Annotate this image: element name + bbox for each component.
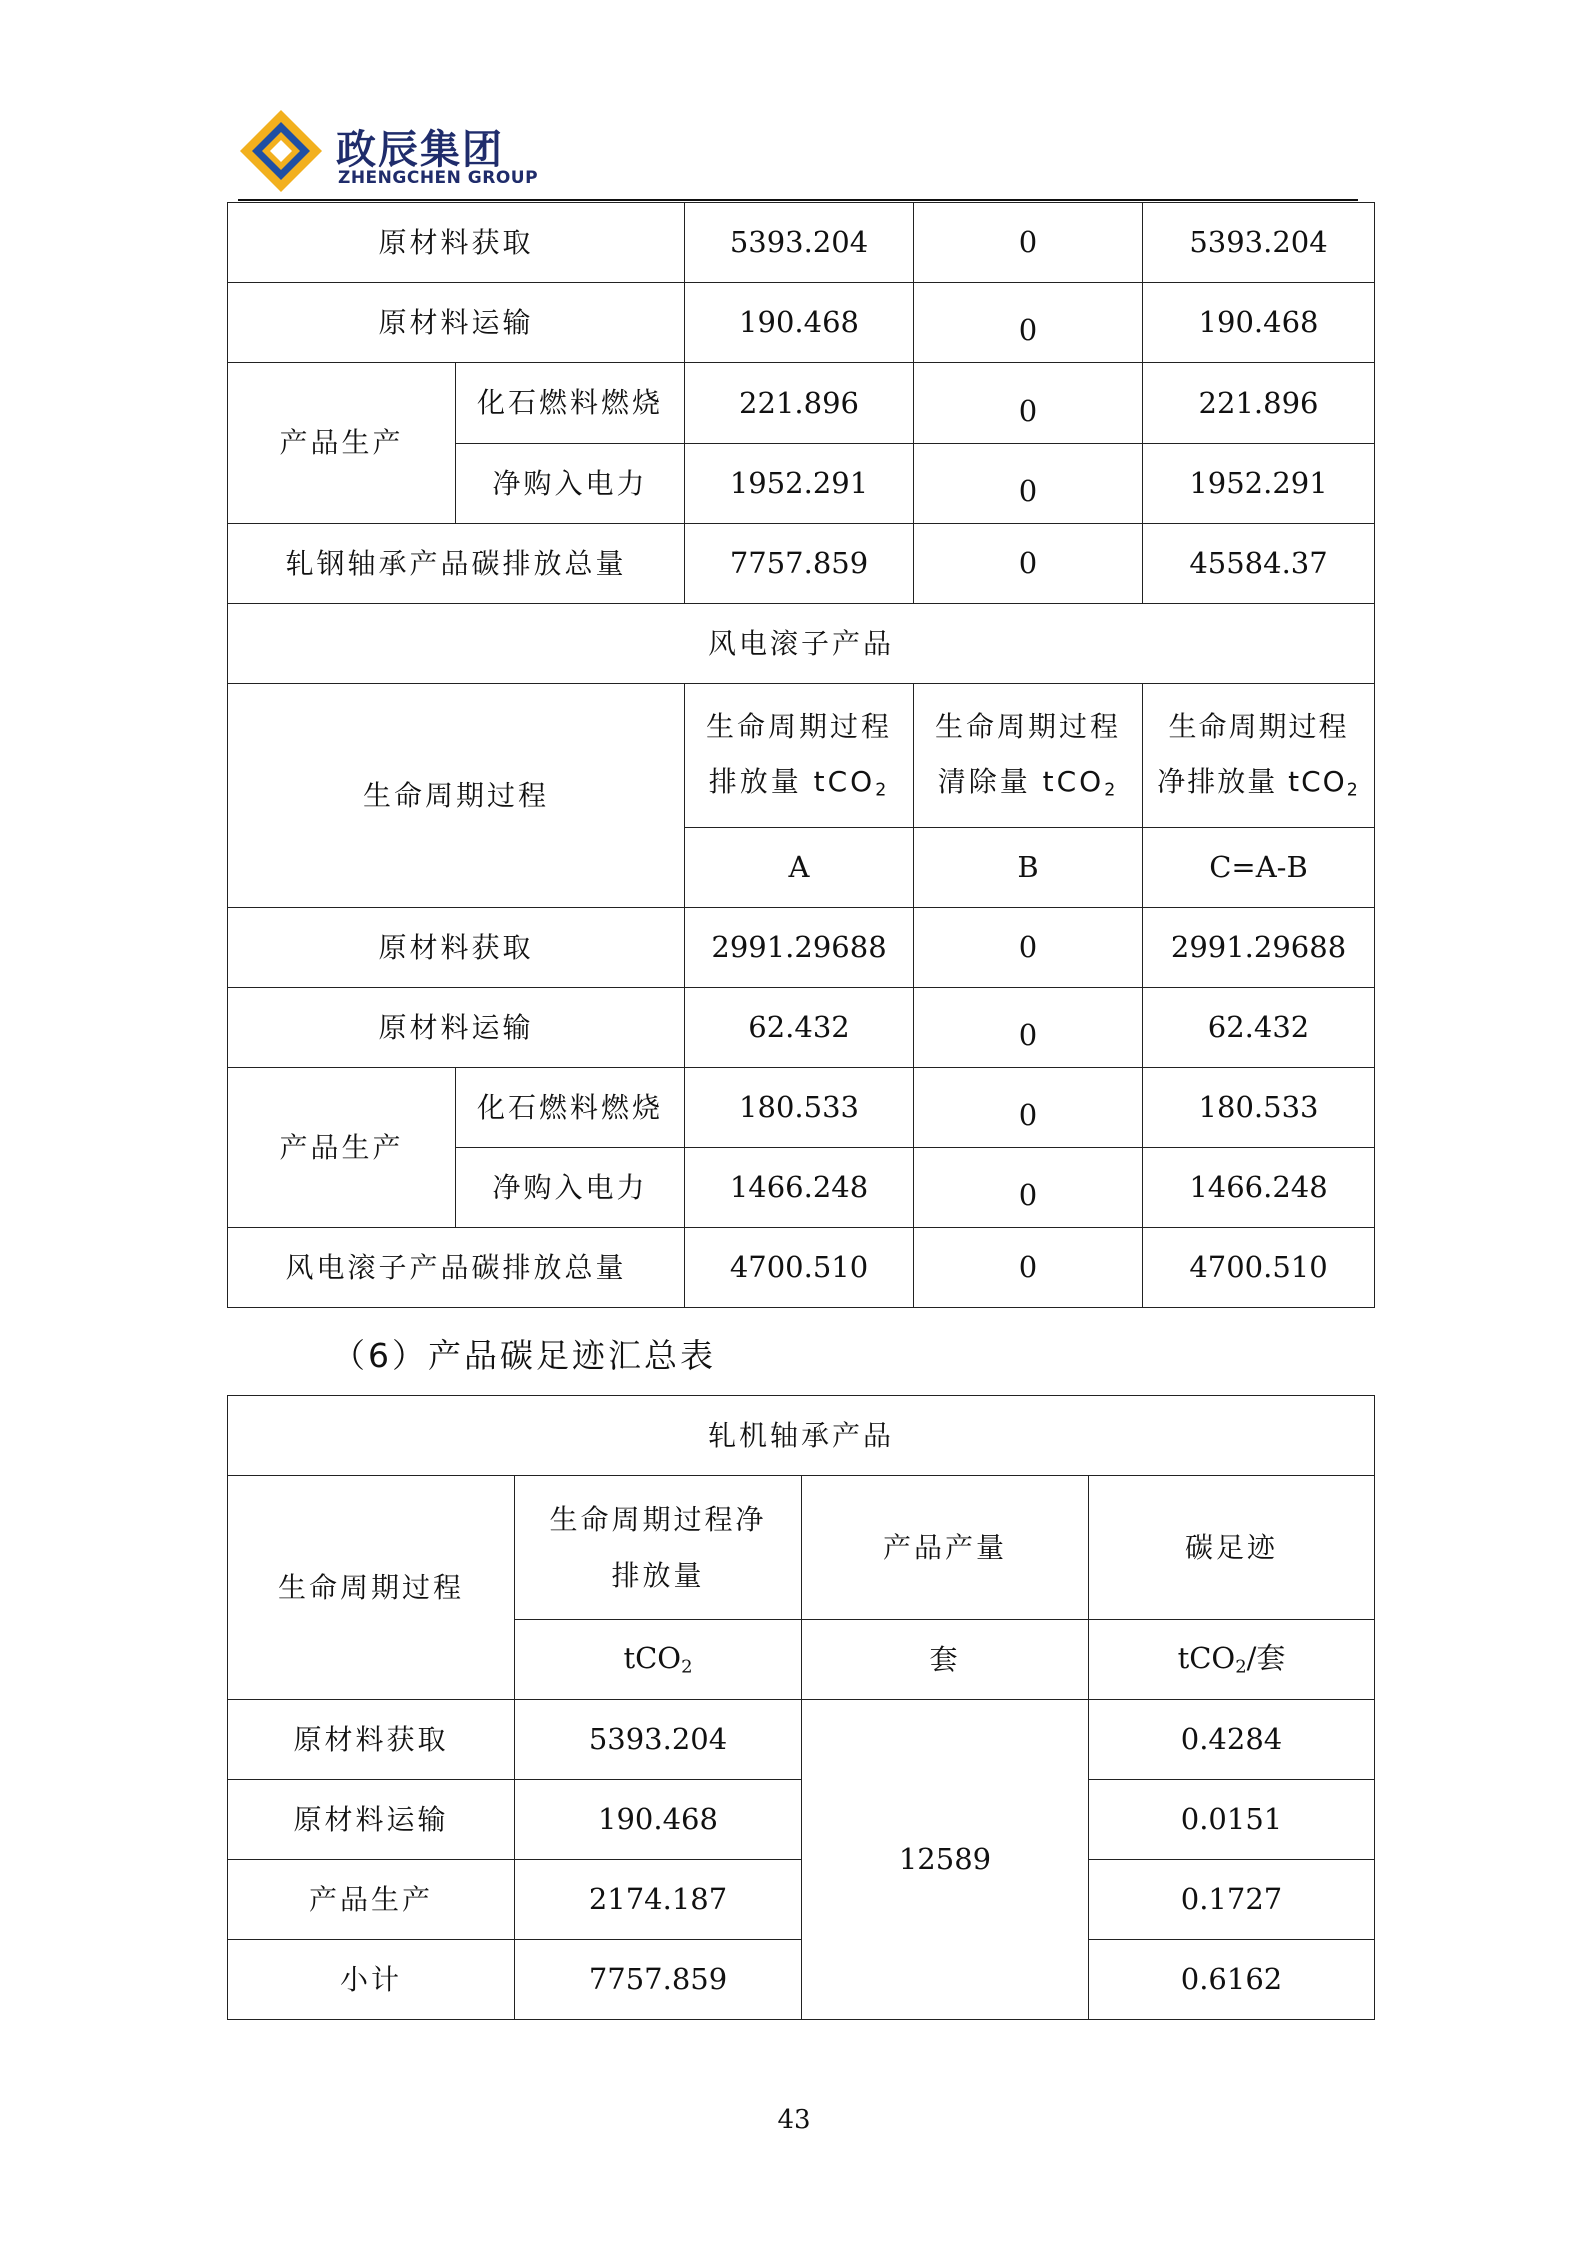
table-header-row xyxy=(228,1476,1375,1620)
total-label: 风电滚子产品碳排放总量 xyxy=(228,1228,685,1308)
table-header-row xyxy=(228,684,1375,828)
net-emission-value: 4700.510 xyxy=(1143,1228,1375,1308)
net-emission-header xyxy=(1143,684,1375,828)
subscript: 2 xyxy=(681,1656,693,1678)
net-emission-value: 5393.204 xyxy=(1143,203,1375,283)
net-emission-value: 221.896 xyxy=(1143,363,1375,444)
table-row xyxy=(228,908,1375,988)
unit-text: tCO xyxy=(623,1640,682,1675)
net-emission-value: 1952.291 xyxy=(1143,444,1375,524)
zhengchen-logo-icon xyxy=(238,108,324,194)
header-line xyxy=(914,765,1142,801)
header-unit: 排放量 tCO xyxy=(708,765,876,799)
row-label: 化石燃料燃烧 xyxy=(456,363,685,444)
footprint-unit xyxy=(1089,1620,1375,1700)
header-line: 生命周期过程净 xyxy=(549,1502,767,1536)
net-emission-value: 2991.29688 xyxy=(1143,908,1375,988)
column-code-c: C=A-B xyxy=(1143,828,1375,908)
net-emission-value: 1466.248 xyxy=(1143,1148,1375,1228)
row-label: 原材料获取 xyxy=(228,203,685,283)
table-row xyxy=(228,1068,1375,1148)
net-emission-unit xyxy=(515,1620,802,1700)
row-label: 原材料获取 xyxy=(228,908,685,988)
unit-text: tCO xyxy=(1177,1640,1236,1675)
row-label: 原材料运输 xyxy=(228,988,685,1068)
header-line xyxy=(1143,765,1374,801)
net-emission-value: 190.468 xyxy=(1143,283,1375,363)
table-row xyxy=(228,1780,1375,1860)
row-label: 原材料运输 xyxy=(228,283,685,363)
section-title: （6）产品碳足迹汇总表 xyxy=(332,1336,716,1375)
emission-value: 2991.29688 xyxy=(685,908,914,988)
net-emission-value: 5393.204 xyxy=(515,1700,802,1780)
output-unit: 套 xyxy=(802,1620,1089,1700)
footprint-value: 0.0151 xyxy=(1089,1780,1375,1860)
table-row xyxy=(228,1396,1375,1476)
column-code-b: B xyxy=(914,828,1143,908)
production-group-label: 产品生产 xyxy=(228,1068,456,1228)
product-output-value: 12589 xyxy=(802,1700,1089,2020)
emission-value: 1952.291 xyxy=(685,444,914,524)
table-row xyxy=(228,1860,1375,1940)
column-code-a: A xyxy=(685,828,914,908)
net-emission-value: 2174.187 xyxy=(515,1860,802,1940)
net-emission-value: 180.533 xyxy=(1143,1068,1375,1148)
net-emission-value: 45584.37 xyxy=(1143,524,1375,604)
carbon-emission-table xyxy=(227,202,1375,1308)
emission-value: 1466.248 xyxy=(685,1148,914,1228)
net-emission-value: 190.468 xyxy=(515,1780,802,1860)
emission-value: 7757.859 xyxy=(685,524,914,604)
subscript: 2 xyxy=(1346,780,1360,801)
carbon-footprint-summary-table xyxy=(227,1395,1375,2020)
removal-value: 0 xyxy=(914,203,1143,283)
table-row xyxy=(228,1228,1375,1308)
emission-value: 180.533 xyxy=(685,1068,914,1148)
header-unit: 清除量 tCO xyxy=(937,765,1105,799)
footprint-header: 碳足迹 xyxy=(1089,1476,1375,1620)
footprint-value: 0.1727 xyxy=(1089,1860,1375,1940)
header-line: 排放量 xyxy=(611,1558,705,1592)
removal-value: 0 xyxy=(914,363,1143,444)
row-label: 产品生产 xyxy=(228,1860,515,1940)
table-row xyxy=(228,988,1375,1068)
removal-value: 0 xyxy=(914,444,1143,524)
page-header xyxy=(238,108,1358,204)
removal-value: 0 xyxy=(914,908,1143,988)
net-emission-value: 62.432 xyxy=(1143,988,1375,1068)
emission-value: 190.468 xyxy=(685,283,914,363)
removal-header xyxy=(914,684,1143,828)
emission-value: 5393.204 xyxy=(685,203,914,283)
subscript: 2 xyxy=(875,780,890,801)
net-emission-header xyxy=(515,1476,802,1620)
header-line: 生命周期过程 xyxy=(706,709,893,743)
production-group-label: 产品生产 xyxy=(228,363,456,524)
unit-text: /套 xyxy=(1246,1640,1286,1675)
removal-value: 0 xyxy=(914,283,1143,363)
subscript: 2 xyxy=(1104,780,1119,801)
table-row xyxy=(228,283,1375,363)
removal-value: 0 xyxy=(914,988,1143,1068)
header-line xyxy=(685,765,913,801)
table-row xyxy=(228,363,1375,444)
removal-value: 0 xyxy=(914,1148,1143,1228)
net-emission-value: 7757.859 xyxy=(515,1940,802,2020)
process-header: 生命周期过程 xyxy=(228,1476,515,1700)
header-divider xyxy=(238,199,1358,201)
row-label: 原材料运输 xyxy=(228,1780,515,1860)
subscript: 2 xyxy=(1235,1656,1247,1678)
row-label: 原材料获取 xyxy=(228,1700,515,1780)
table-row xyxy=(228,203,1375,283)
brand-name-english: ZHENGCHEN GROUP xyxy=(338,168,539,188)
process-header: 生命周期过程 xyxy=(228,684,685,908)
page-number: 43 xyxy=(777,2105,811,2135)
emission-header xyxy=(685,684,914,828)
emission-value: 221.896 xyxy=(685,363,914,444)
header-unit: 净排放量 tCO xyxy=(1157,765,1347,799)
row-label: 净购入电力 xyxy=(456,444,685,524)
table-row xyxy=(228,524,1375,604)
row-label: 化石燃料燃烧 xyxy=(456,1068,685,1148)
header-line: 生命周期过程 xyxy=(1168,709,1349,743)
emission-value: 62.432 xyxy=(685,988,914,1068)
wind-product-title: 风电滚子产品 xyxy=(228,604,1375,684)
brand-name-chinese: 政辰集团 xyxy=(336,127,504,173)
product-title: 轧机轴承产品 xyxy=(228,1396,1375,1476)
table-row xyxy=(228,1940,1375,2020)
removal-value: 0 xyxy=(914,1228,1143,1308)
emission-value: 4700.510 xyxy=(685,1228,914,1308)
row-label: 净购入电力 xyxy=(456,1148,685,1228)
header-line: 生命周期过程 xyxy=(935,709,1122,743)
total-label: 轧钢轴承产品碳排放总量 xyxy=(228,524,685,604)
output-header: 产品产量 xyxy=(802,1476,1089,1620)
row-label: 小计 xyxy=(228,1940,515,2020)
table-row xyxy=(228,1700,1375,1780)
table-row xyxy=(228,604,1375,684)
removal-value: 0 xyxy=(914,1068,1143,1148)
footprint-value: 0.6162 xyxy=(1089,1940,1375,2020)
footprint-value: 0.4284 xyxy=(1089,1700,1375,1780)
removal-value: 0 xyxy=(914,524,1143,604)
